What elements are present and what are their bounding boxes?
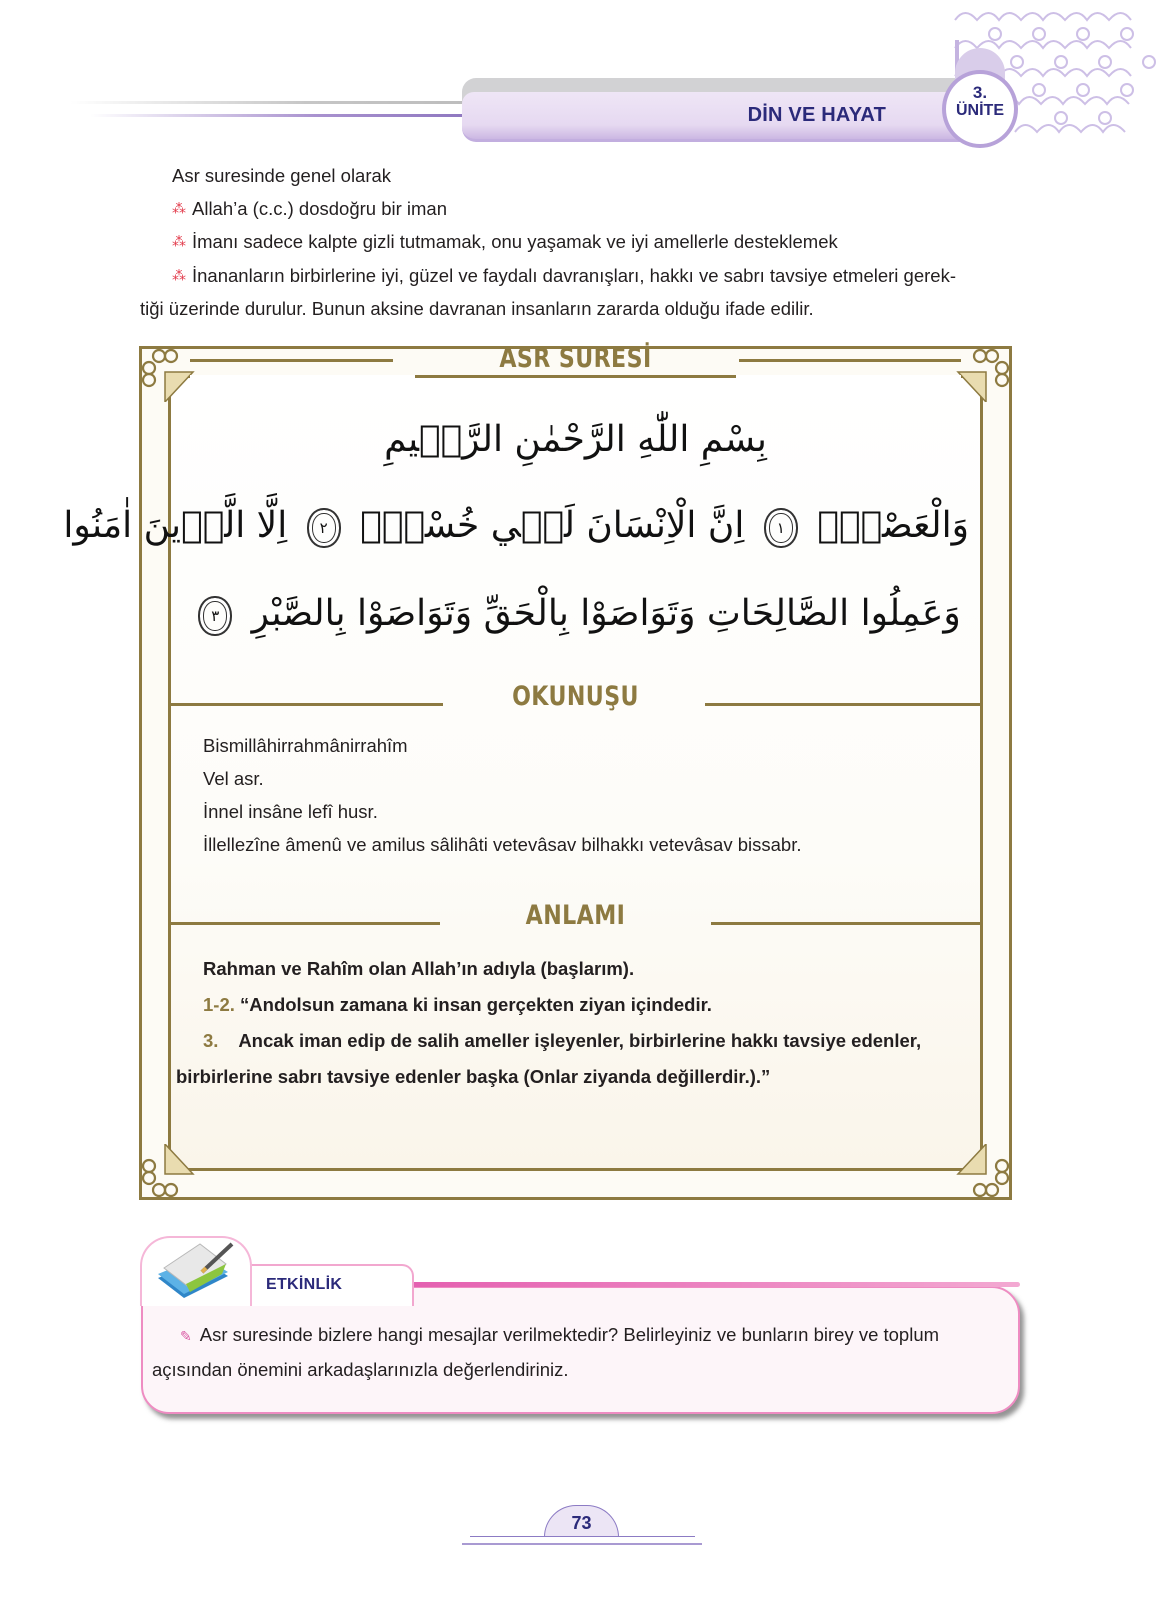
unit-title-tab (462, 92, 962, 142)
transliteration-line: İnnel insâne lefî husr. (203, 801, 378, 822)
header-line-purple (90, 114, 465, 117)
header-line-gray (70, 101, 465, 104)
transliteration-line: Bismillâhirrahmânirrahîm (203, 735, 408, 756)
activity-band (408, 1282, 1020, 1287)
intro-bullet: ⁂ İnananların birbirlerine iyi, güzel ve faydalı davranışları, hakkı ve sabrı tavsiye etmeleri gerek- (172, 264, 956, 286)
title-rule-left (190, 375, 415, 378)
arabic-line-2: وَعَمِلُوا الصَّالِحَاتِ وَتَوَاصَوْا بِالْحَقِّ وَتَوَاصَوْا بِالصَّبْرِ ٣ (182, 593, 969, 636)
page-number: 73 (571, 1513, 592, 1533)
unit-badge (942, 70, 1018, 148)
unit-number: 3. (972, 83, 988, 102)
ayah-marker-2: ٢ (307, 508, 341, 548)
meaning-verse: 1-2. “Andolsun zamana ki insan gerçekten ziyan içindedir. (203, 994, 712, 1015)
activity-line: ✎ Asr suresinde bizlere hangi mesajlar verilmektedir? Belirleyiniz ve bunların birey ve toplum (180, 1324, 940, 1345)
meaning-basmala: Rahman ve Rahîm olan Allah’ın adıyla (başlarım). (203, 958, 635, 979)
title-rule-right (736, 375, 961, 378)
unit-title: DİN VE HAYAT (747, 104, 886, 126)
surah-frame (63, 343, 1012, 1200)
anlami-title: ANLAMI (525, 900, 626, 931)
intro-lead: Asr suresinde genel olarak (172, 165, 392, 186)
arabic-basmala: بِسْمِ اللّٰهِ الرَّحْمٰنِ الرَّح۪يمِ (384, 419, 767, 460)
activity-label: ETKİNLİK (266, 1276, 343, 1293)
ayah-marker-3: ٣ (198, 596, 232, 636)
intro-text (140, 160, 1010, 326)
footer-rule (470, 1536, 695, 1537)
activity-line: açısından önemini arkadaşlarınızla değerlendiriniz. (152, 1359, 569, 1380)
meaning-verse: 3. Ancak iman edip de salih ameller işleyenler, birbirlerine hakkı tavsiye edenler, (203, 1030, 922, 1051)
corner-ornament-icon (956, 346, 1012, 402)
pencil-icon: ✎ (180, 1328, 192, 1344)
corner-ornament-icon (139, 346, 195, 402)
page-number-badge (544, 1505, 619, 1537)
okunusu-title: OKUNUŞU (512, 681, 639, 712)
unit-label: ÜNİTE (956, 102, 1004, 119)
arabic-line-1: وَالْعَصْرِۙ ١ اِنَّ الْاِنْسَانَ لَف۪ي خُسْرٍۙ ٢ اِلَّا الَّذ۪ينَ اٰمَنُوا (63, 505, 969, 546)
meaning-verse-continuation: birbirlerine sabrı tavsiye edenler başka (Onlar ziyanda değillerdir.).” (176, 1066, 771, 1087)
intro-bullet: ⁂ İmanı sadece kalpte gizli tutmamak, onu yaşamak ve iyi amellerle desteklemek (172, 231, 838, 252)
asterisk-cluster-icon: ⁂ (172, 233, 186, 249)
activity-text (152, 1318, 1012, 1386)
intro-continuation: tiği üzerinde durulur. Bunun aksine davranan insanların zararda olduğu ifade edilir. (140, 298, 814, 319)
transliteration-line: İllellezîne âmenû ve amilus sâlihâti vetevâsav bilhakkı vetevâsav bissabr. (203, 834, 802, 855)
book-pencil-icon (150, 1238, 240, 1302)
ayah-marker-1: ١ (764, 508, 798, 548)
asterisk-cluster-icon: ⁂ (172, 199, 186, 216)
corner-ornament-icon (139, 1144, 195, 1200)
footer-rule (462, 1543, 702, 1545)
surah-title: ASR SURESİ (499, 343, 652, 374)
asterisk-cluster-icon: ⁂ (172, 266, 186, 283)
meaning (176, 951, 979, 1095)
intro-bullet: ⁂ Allah’a (c.c.) dosdoğru bir iman (172, 197, 447, 219)
corner-ornament-icon (956, 1144, 1012, 1200)
transliteration (203, 729, 801, 861)
transliteration-line: Vel asr. (203, 768, 264, 789)
